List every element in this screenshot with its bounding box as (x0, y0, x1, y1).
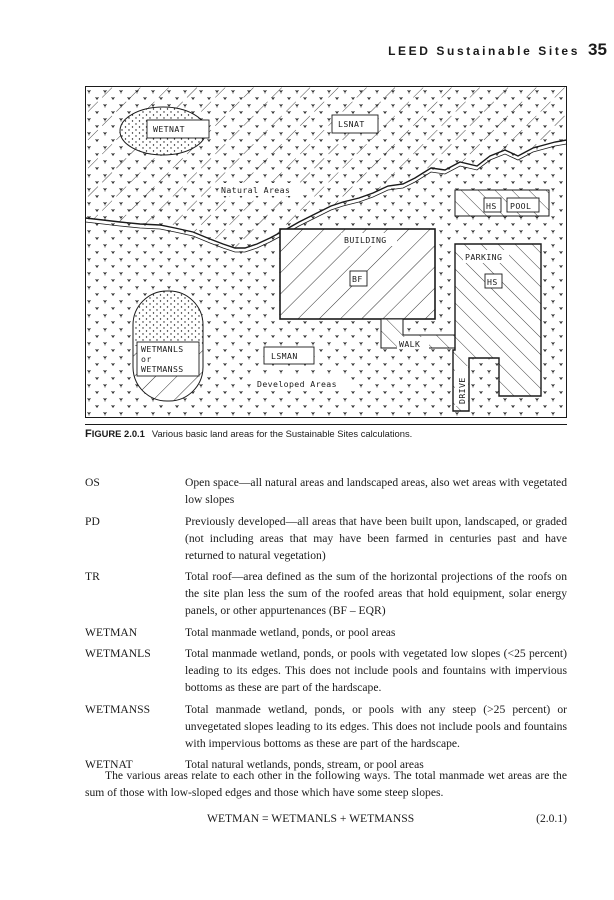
definition-row (85, 474, 567, 508)
definition-text: Previously developed—all areas that have been built upon, landscaped, or graded (not including areas that may have been farmed in centuries past and have returned to natural vegetation) (185, 514, 567, 562)
definition-text: Total manmade wetland, ponds, or pools with any steep (>25 percent) or unvegetated slopes leading to its edges. This does not include pools and fountains with impervious bottoms as these are part of the hardscape. (185, 702, 567, 750)
definition-list (85, 474, 567, 778)
label-pool: POOL (510, 201, 532, 211)
equation-number: (2.0.1) (536, 812, 567, 825)
label-lsnat: LSNAT (338, 119, 365, 129)
figure-caption (85, 428, 567, 440)
label-hs-pool: HS (486, 201, 497, 211)
definition-term: PD (85, 514, 100, 528)
definition-term: TR (85, 570, 100, 583)
definition-row (85, 624, 567, 641)
figure-caption-text: Various basic land areas for the Sustainable Sites calculations. (151, 428, 413, 439)
definition-term: WETMAN (85, 625, 138, 639)
label-walk: WALK (399, 339, 421, 349)
definition-term: WETNAT (85, 758, 133, 771)
label-drive: DRIVE (457, 377, 467, 404)
definition-term: OS (85, 476, 100, 489)
definition-text: Total natural wetlands, ponds, stream, or pool areas (185, 758, 424, 771)
caption-rule (85, 424, 567, 425)
label-bf: BF (352, 274, 363, 284)
label-wetnat: WETNAT (153, 124, 185, 134)
definition-text: Total manmade wetland, ponds, or pool areas (185, 625, 396, 639)
label-natural-areas: Natural Areas (221, 185, 291, 195)
label-hs-parking: HS (487, 277, 498, 287)
page-number: 35 (588, 40, 607, 59)
figure-number: FIGURE 2.0.1 (85, 428, 145, 440)
equation-text: WETMAN = WETMANLS + WETMANSS (207, 812, 415, 825)
label-wetmanss: WETMANSS (141, 364, 184, 374)
label-lsman: LSMAN (271, 351, 298, 361)
label-building: BUILDING (344, 235, 387, 245)
site-plan-figure (85, 86, 567, 418)
definition-row (85, 568, 567, 619)
definition-row (85, 513, 567, 564)
label-wetmanls: WETMANLS (141, 344, 184, 354)
label-or: or (141, 354, 152, 364)
label-developed-areas: Developed Areas (257, 379, 337, 389)
definition-text: Open space—all natural areas and landscaped areas, also wet areas with vegetated low slopes (185, 476, 567, 506)
running-head: LEED Sustainable Sites (388, 44, 580, 58)
body-paragraph: The various areas relate to each other in the following ways. The total manmade wet areas are the sum of those with low-sloped edges and those which have some steep slopes. (85, 769, 567, 799)
definition-text: Total manmade wetland, ponds, or pools with vegetated low slopes (<25 percent) leading to its edges. This does not include pools and fountains with impervious bottoms as these are part of the hardscape. (185, 647, 567, 694)
definition-row (85, 645, 567, 696)
definition-row (85, 701, 567, 752)
definition-term: WETMANSS (85, 702, 151, 716)
definition-text: Total roof—area defined as the sum of the horizontal projections of the roofs on the site plan less the sum of the roofed areas that hold equipment, solar energy panels, or other appurtenances (BF – EQR) (185, 570, 567, 617)
label-parking: PARKING (465, 252, 503, 262)
definition-term: WETMANLS (85, 647, 151, 660)
